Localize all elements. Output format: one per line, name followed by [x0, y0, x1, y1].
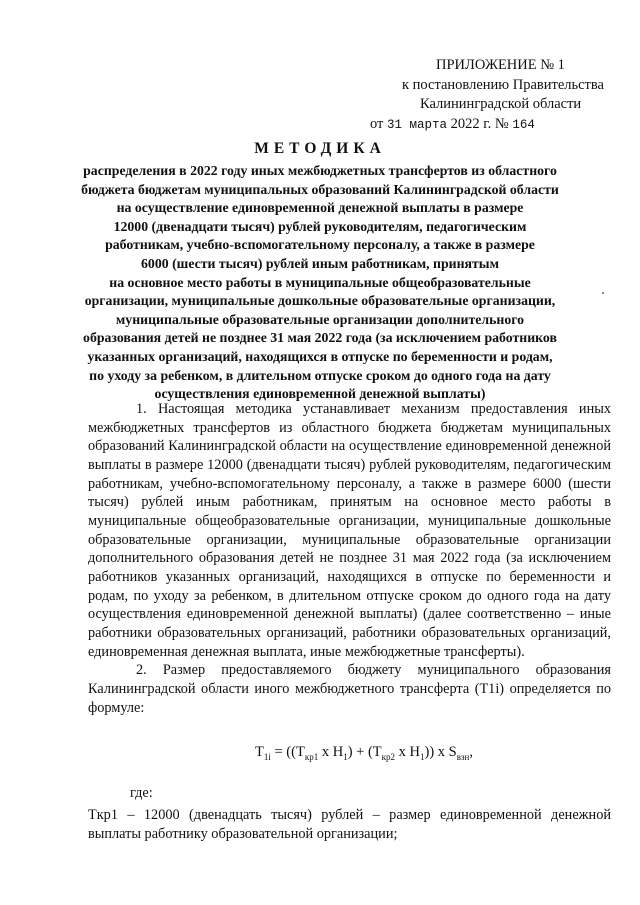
formula-x2: x H	[395, 744, 420, 760]
subtitle-line: указанных организаций, находящихся в отпуске по беременности и родам,	[87, 348, 553, 364]
subtitle-line: распределения в 2022 году иных межбюджетных трансфертов из областного	[83, 163, 557, 178]
subtitle-line: муниципальные образовательные организации дополнительного	[115, 311, 525, 327]
subtitle-line: организации, муниципальные дошкольные образовательные организации,	[84, 293, 556, 309]
subtitle-line: бюджета бюджетам муниципальных образований Калининградской области	[81, 181, 559, 197]
date-day-month: 31 марта	[387, 117, 448, 132]
subtitle-line: работникам, учебно-вспомогательному персоналу, а также в размере	[105, 237, 535, 253]
formula-x1: x H	[318, 744, 344, 760]
subtitle-line: на осуществление единовременной денежной выплаты в размере	[116, 200, 524, 216]
formula-plus: ) + (T	[347, 744, 382, 760]
where-label: где:	[130, 785, 153, 801]
formula-t2-sub: кр2	[381, 751, 396, 762]
method-title: МЕТОДИКА	[254, 140, 386, 157]
formula-t1-sub: кр1	[304, 751, 319, 762]
appendix-block	[372, 56, 612, 135]
subtitle-line: на основное место работы в муниципальные общеобразовательные	[109, 274, 531, 290]
formula-s-sub: взн	[456, 751, 470, 762]
formula-h2-sub: 1	[420, 751, 425, 762]
appendix-title: ПРИЛОЖЕНИЕ № 1	[436, 57, 565, 73]
formula-lhs-sub: 1i	[263, 751, 271, 762]
formula-h1-sub: 1	[343, 751, 348, 762]
subtitle-line: 6000 (шести тысяч) рублей иным работникам, принятым	[141, 255, 499, 271]
paragraph-2: 2. Размер предоставляемого бюджету муниципального образования Калининградской области иного межбюджетного трансферта (T1i) определяется по формуле:	[88, 662, 611, 716]
appendix-date-line	[370, 115, 612, 136]
scan-speck	[602, 292, 604, 294]
subtitle-line: 12000 (двенадцати тысяч) рублей руководителям, педагогическим	[113, 218, 527, 234]
definition-tkr1: Tкр1 – 12000 (двенадцать тысяч) рублей – размер единовременной денежной выплаты работнику образовательной организации;	[88, 807, 611, 842]
formula-close: )) x S	[424, 744, 457, 760]
paragraph-1: 1. Настоящая методика устанавливает механизм предоставления иных межбюджетных трансфертов из областного бюджета бюджетам муниципальных образований Калининградской области на осуществление единовременной денежной выплаты в размере 12000 (двенадцати тысяч) рублей руководителям, педагогическим работникам, учебно-вспомогательному персоналу, а также в размере 6000 (шести тысяч) рублей иным работникам, принятым на основное место работы в муниципальные общеобразовательные организации, муниципальные дошкольные образовательные организации, муниципальные образовательные организации дополнительного образования детей не позднее 31 мая 2022 года (за исключением работников указанных организаций, находящихся в отпуске по беременности и родам, по уходу за ребенком, в длительном отпуске сроком до одного года на дату осуществления единовременной денежной выплаты) (далее соответственно – иные работники образовательных организаций, работники образовательных организаций, единовременная денежная выплата, иные межбюджетные трансферты).	[88, 401, 611, 660]
document-body	[88, 400, 611, 717]
appendix-resolution-line: к постановлению Правительства	[402, 76, 604, 93]
date-prefix: от	[370, 115, 384, 132]
transfer-formula	[255, 744, 473, 762]
resolution-number: 164	[512, 117, 535, 132]
formula-end: ,	[469, 744, 473, 760]
date-year: 2022 г.	[450, 115, 492, 132]
subtitle-line: осуществления единовременной денежной выплаты)	[154, 386, 486, 402]
subtitle-line: образования детей не позднее 31 мая 2022 года (за исключением работников	[83, 330, 557, 346]
number-prefix: №	[494, 115, 509, 132]
appendix-region-line: Калининградской области	[420, 96, 582, 112]
formula-lhs: T	[255, 744, 264, 760]
formula-eq: = ((T	[270, 744, 305, 760]
subtitle-line: по уходу за ребенком, в длительном отпуске сроком до одного года на дату	[89, 367, 551, 383]
method-subtitle	[70, 162, 570, 404]
